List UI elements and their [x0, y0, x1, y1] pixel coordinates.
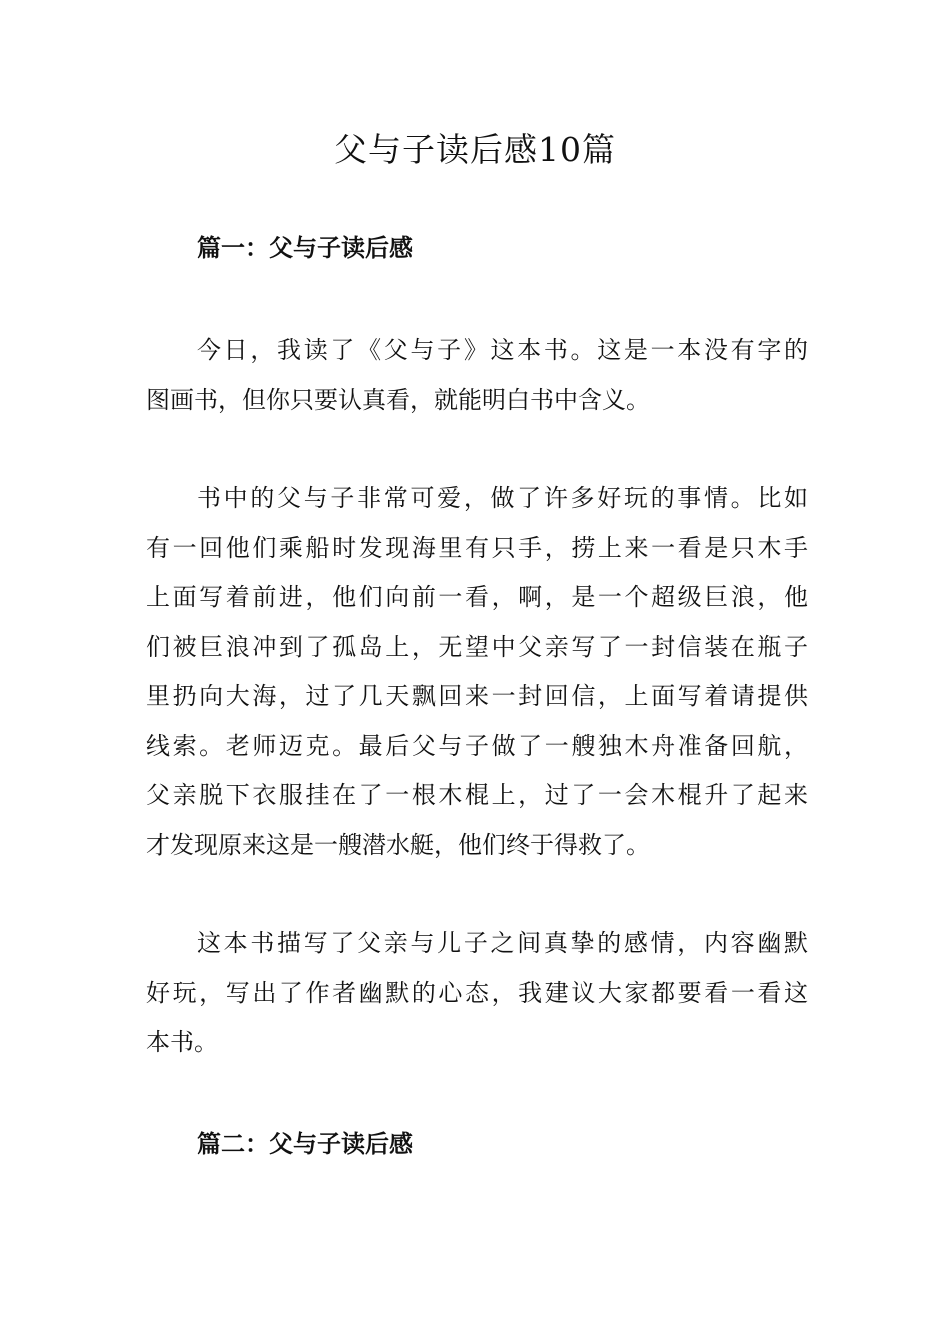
paragraph-line: 们被巨浪冲到了孤岛上，无望中父亲写了一封信装在瓶子: [146, 632, 808, 661]
paragraph-line: 线索。老师迈克。最后父与子做了一艘独木舟准备回航，: [146, 731, 808, 760]
paragraph-line: 里扔向大海，过了几天飘回来一封回信，上面写着请提供: [146, 682, 808, 710]
paragraph-line: 好玩，写出了作者幽默的心态，我建议大家都要看一看这: [146, 978, 808, 1007]
paragraph-line: 今日，我读了《父与子》这本书。这是一本没有字的: [197, 336, 808, 364]
section-heading-1: 篇一：父与子读后感: [197, 233, 413, 262]
section-heading-2: 篇二：父与子读后感: [197, 1129, 413, 1158]
document-title: 父与子读后感10篇: [334, 130, 616, 169]
paragraph-line: 上面写着前进，他们向前一看，啊，是一个超级巨浪，他: [146, 583, 808, 611]
paragraph-line: 才发现原来这是一艘潜水艇，他们终于得救了。: [146, 830, 650, 859]
paragraph-line: 书中的父与子非常可爱，做了许多好玩的事情。比如: [197, 484, 808, 512]
paragraph-1: [146, 326, 808, 425]
paragraph-2: [146, 474, 808, 870]
paragraph-line: 本书。: [146, 1028, 218, 1056]
paragraph-line: 图画书，但你只要认真看，就能明白书中含义。: [146, 385, 650, 414]
paragraph-3: [146, 919, 808, 1068]
paragraph-line: 父亲脱下衣服挂在了一根木棍上，过了一会木棍升了起来: [146, 781, 808, 809]
paragraph-line: 这本书描写了父亲与儿子之间真挚的感情，内容幽默: [197, 929, 808, 957]
paragraph-line: 有一回他们乘船时发现海里有只手，捞上来一看是只木手: [146, 533, 808, 562]
